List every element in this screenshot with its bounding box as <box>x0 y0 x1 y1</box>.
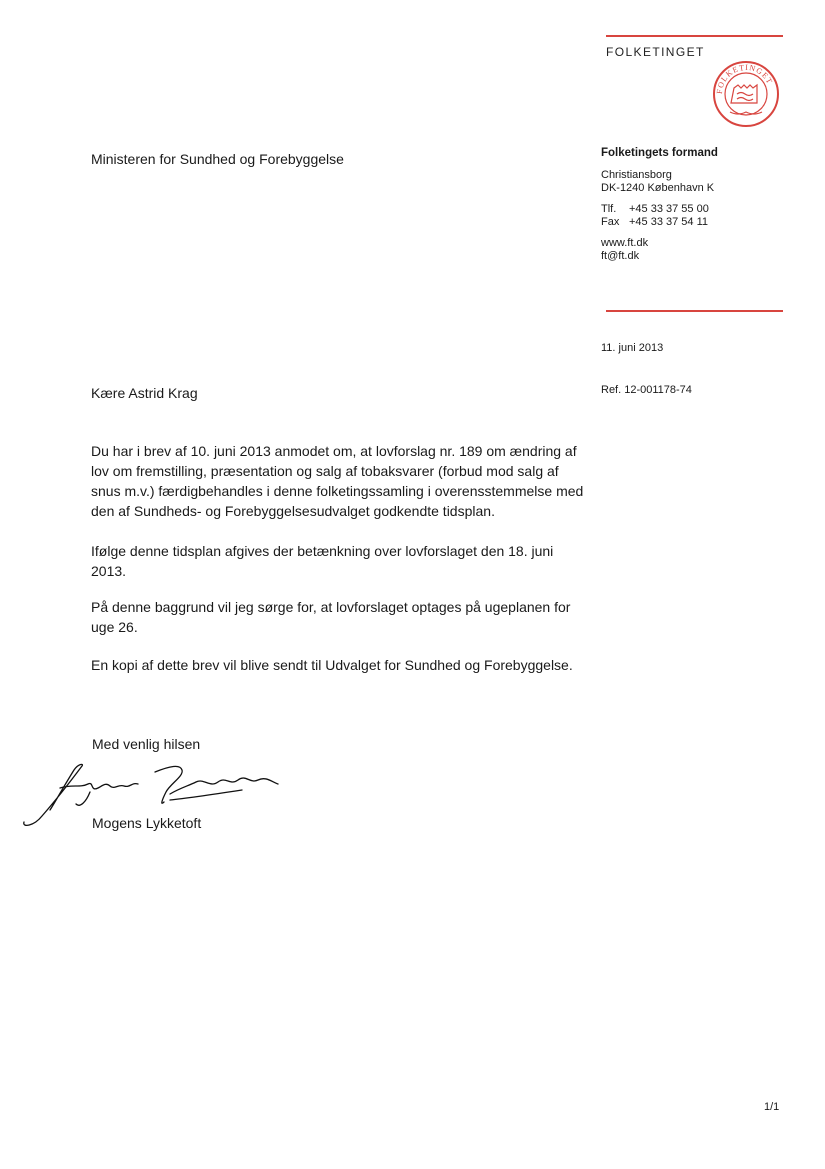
body-paragraph-2: Ifølge denne tidsplan afgives der betænkning over lovforslaget den 18. juni 2013. <box>91 543 554 579</box>
brand-name: FOLKETINGET <box>606 45 705 59</box>
fax-number: +45 33 37 54 11 <box>629 216 709 228</box>
website: www.ft.dk <box>601 237 649 249</box>
sender-divider-rule <box>606 310 783 312</box>
letter-date: 11. juni 2013 <box>601 342 664 354</box>
sender-address-line2: DK-1240 København K <box>601 182 715 194</box>
body-paragraph-1: Du har i brev af 10. juni 2013 anmodet om, at lovforslag nr. 189 om ændring af lov om fremstilling, præsentation og salg af tobaksvarer (forbud mod salg af snus m.v.) færdigbehandles i denne folketingssamling i overensstemmelse med den af Sundheds- og Forebyggelsesudvalget godkendte tidsplan. <box>91 443 584 519</box>
signer-name: Mogens Lykketoft <box>92 815 202 831</box>
email: ft@ft.dk <box>601 250 640 262</box>
salutation: Kære Astrid Krag <box>91 385 198 401</box>
top-red-rule <box>606 35 783 37</box>
phone-row <box>601 203 718 216</box>
body-paragraph-3: På denne baggrund vil jeg sørge for, at lovforslaget optages på ugeplanen for uge 26. <box>91 599 571 635</box>
sender-address-line1: Christiansborg <box>601 169 672 181</box>
fax-row <box>601 216 718 229</box>
seal-text: FOLKETINGET <box>714 62 775 95</box>
sender-block <box>601 147 718 263</box>
body-paragraph-4: En kopi af dette brev vil blive sendt til Udvalget for Sundhed og Forebyggelse. <box>91 657 573 673</box>
phone-label: Tlf. <box>601 203 617 215</box>
recipient: Ministeren for Sundhed og Forebyggelse <box>91 151 344 167</box>
fax-label: Fax <box>601 216 620 228</box>
sender-title: Folketingets formand <box>601 147 718 159</box>
closing: Med venlig hilsen <box>92 736 201 752</box>
reference-number: Ref. 12-001178-74 <box>601 384 692 396</box>
parliament-seal-logo <box>712 60 780 128</box>
page-number: 1/1 <box>764 1101 780 1113</box>
phone-number: +45 33 37 55 00 <box>629 203 709 215</box>
